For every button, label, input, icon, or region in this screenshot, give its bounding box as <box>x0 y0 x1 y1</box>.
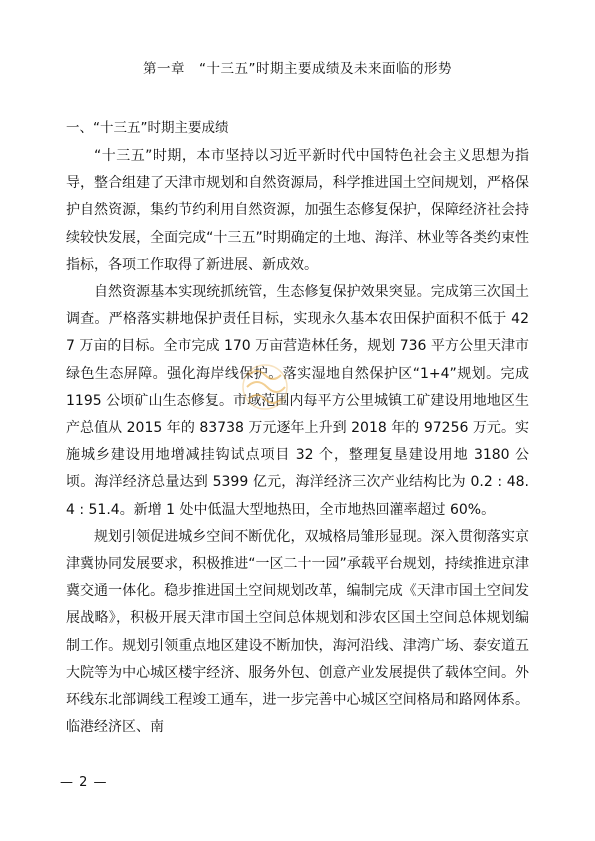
page-number: — 2 — <box>60 775 108 790</box>
body-text <box>66 143 529 741</box>
chapter-title: 第一章 “十三五”时期主要成绩及未来面临的形势 <box>143 61 452 77</box>
section-heading: 一、“十三五”时期主要成绩 <box>66 120 229 136</box>
paragraph-3: 规划引领促进城乡空间不断优化，双城格局雏形显现。深入贯彻落实京津冀协同发展要求，积极推进“一区二十一园”承载平台规划，持续推进京津冀交通一体化。稳步推进国土空间规划改革，编制完成《天津市国土空间发展战略》，积极开展天津市国土空间总体规划和涉农区国土空间总体规划编制工作。规划引领重点地区建设不断加快，海河沿线、津湾广场、泰安道五大院等为中心城区楼宇经济、服务外包、创意产业发展提供了载体空间。外环线东北部调线工程竣工通车，进一步完善中心城区空间格局和路网体系。临港经济区、南 <box>66 528 529 736</box>
paragraph-2: 自然资源基本实现统抓统管，生态修复保护效果突显。完成第三次国土调查。严格落实耕地保护责任目标，实现永久基本农田保护面积不低于 427 万亩的目标。全市完成 170 万亩营造林任务，规划 736 平方公里天津市绿色生态屏障。强化海岸线保护。落实湿地自然保护区“1+4”规划。完成 1195 公顷矿山生态修复。市域范围内每平方公里城镇工矿建设用地地区生产总值从 2015 年的 83738 万元逐年上升到 2018 年的 97256 万元。实施城乡建设用地增减挂钩试点项目 32 个，整理复垦建设用地 3180 公顷。海洋经济总量达到 5399 亿元，海洋经济三次产业结构比为 0.2 : 48.4 : 51.4。新增 1 处中低温大型地热田，全市地热回灌率超过 60%。 <box>66 284 529 518</box>
paragraph-1: “十三五”时期，本市坚持以习近平新时代中国特色社会主义思想为指导，整合组建了天津市规划和自然资源局，科学推进国土空间规划，严格保护自然资源，集约节约利用自然资源，加强生态修复保护，保障经济社会持续较快发展，全面完成“十三五”时期确定的土地、海洋、林业等各类约束性指标，各项工作取得了新进展、新成效。 <box>66 148 529 273</box>
